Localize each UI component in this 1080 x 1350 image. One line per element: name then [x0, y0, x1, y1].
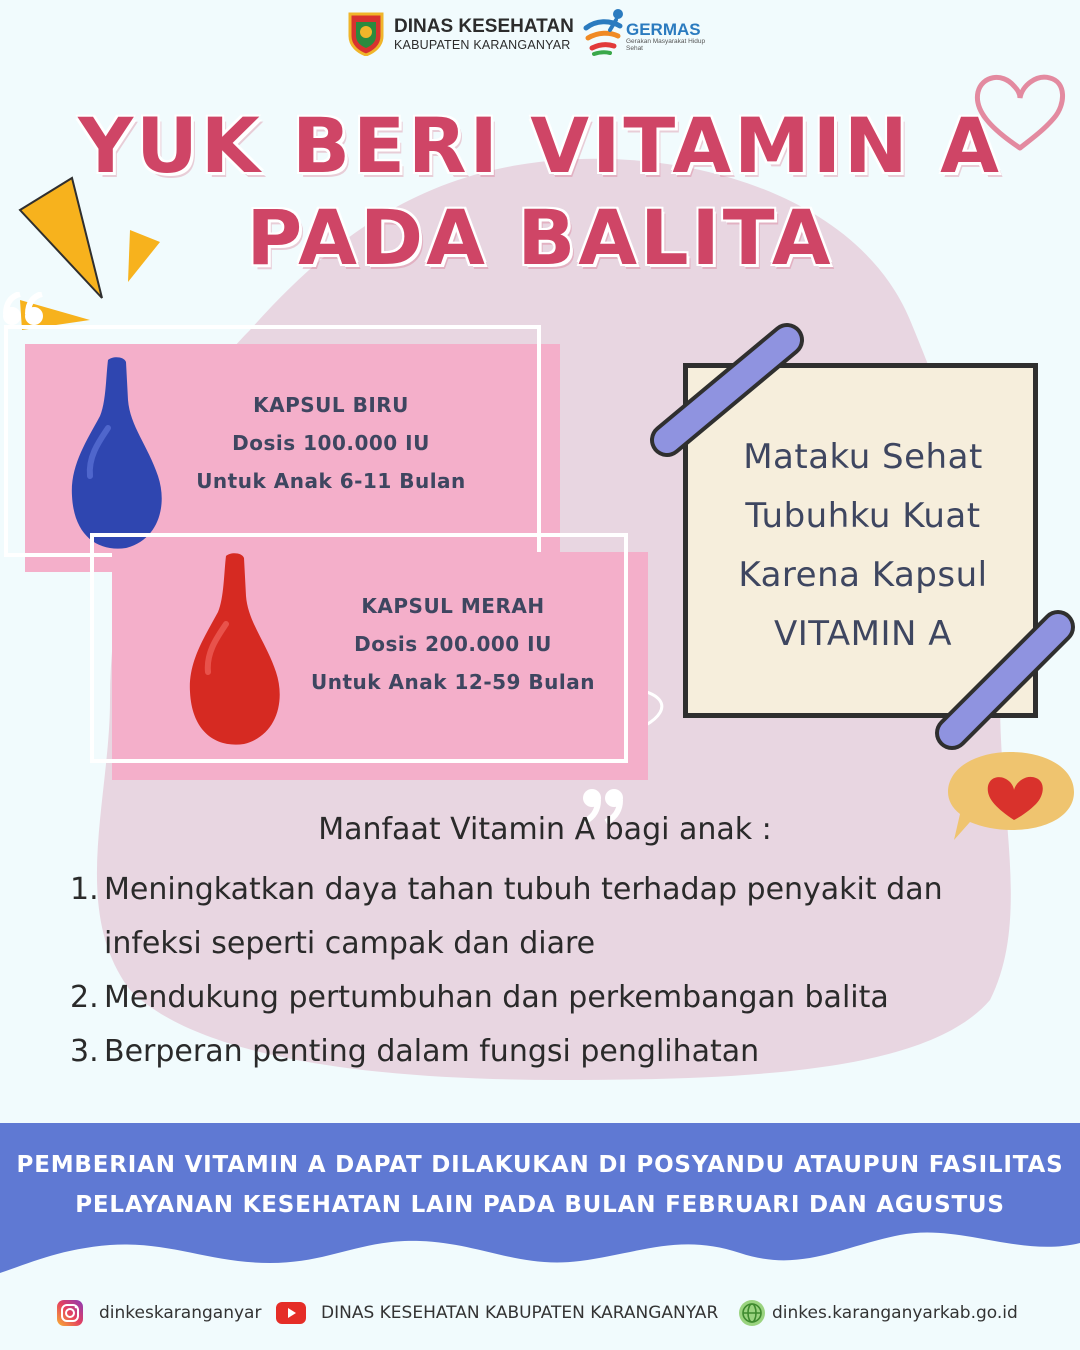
capsule-red-dose: Dosis 200.000 IU — [354, 632, 552, 656]
capsule-blue-name: KAPSUL BIRU — [253, 393, 409, 417]
benefit-number: 1. — [70, 872, 99, 907]
capsule-red-info — [300, 587, 606, 701]
germas-icon — [580, 6, 630, 58]
youtube-icon[interactable] — [276, 1302, 306, 1324]
tape-bottom — [930, 605, 1080, 755]
germas-tagline: Gerakan Masyarakat Hidup Sehat — [626, 38, 706, 52]
benefit-item — [70, 1025, 1030, 1079]
instagram-handle[interactable]: dinkeskaranganyar — [99, 1303, 262, 1323]
blue-capsule-image — [68, 356, 168, 550]
capsule-red-name: KAPSUL MERAH — [361, 594, 545, 618]
info-band-line-2: PELAYANAN KESEHATAN LAIN PADA BULAN FEBRUARI DAN AGUSTUS — [75, 1192, 1005, 1218]
page-title-line-2: PADA BALITA — [246, 193, 834, 282]
crest-icon — [346, 10, 386, 56]
website-url[interactable]: dinkes.karanganyarkab.go.id — [772, 1303, 1018, 1323]
germas-name: GERMAS — [626, 20, 701, 39]
benefit-item — [70, 863, 1030, 971]
org-subtitle: KABUPATEN KARANGANYAR — [394, 38, 571, 52]
capsule-blue-dose: Dosis 100.000 IU — [232, 431, 430, 455]
slogan-line-2: Tubuhku Kuat — [745, 496, 981, 536]
info-band-text — [0, 1145, 1080, 1225]
benefits-list — [70, 863, 1030, 1079]
capsule-red-age: Untuk Anak 12-59 Bulan — [310, 670, 596, 694]
info-band-line-1: PEMBERIAN VITAMIN A DAPAT DILAKUKAN DI POSYANDU ATAUPUN FASILITAS — [16, 1152, 1064, 1178]
slogan-line-4: VITAMIN A — [773, 614, 953, 654]
benefit-text: Mendukung pertumbuhan dan perkembangan balita — [104, 980, 889, 1015]
slogan-line-1: Mataku Sehat — [743, 437, 983, 477]
benefits-heading: Manfaat Vitamin A bagi anak : — [318, 812, 772, 847]
instagram-icon[interactable] — [56, 1299, 84, 1327]
globe-icon[interactable] — [738, 1299, 766, 1327]
red-capsule-image — [186, 552, 286, 746]
benefit-number: 2. — [70, 980, 99, 1015]
capsule-blue-age: Untuk Anak 6-11 Bulan — [196, 469, 466, 493]
page-title-line-1: YUK BERI VITAMIN A — [78, 101, 1002, 190]
benefit-number: 3. — [70, 1034, 99, 1069]
benefit-text: Meningkatkan daya tahan tubuh terhadap penyakit dan infeksi seperti campak dan diare — [104, 872, 943, 961]
youtube-channel[interactable]: DINAS KESEHATAN KABUPATEN KARANGANYAR — [321, 1303, 719, 1323]
tape-top — [645, 318, 810, 463]
benefit-item — [70, 971, 1030, 1025]
quote-open-icon — [2, 292, 46, 328]
benefit-text: Berperan penting dalam fungsi penglihatan — [104, 1034, 760, 1069]
org-name: DINAS KESEHATAN — [394, 16, 574, 37]
capsule-blue-info — [190, 386, 472, 500]
slogan-line-3: Karena Kapsul — [738, 555, 988, 595]
